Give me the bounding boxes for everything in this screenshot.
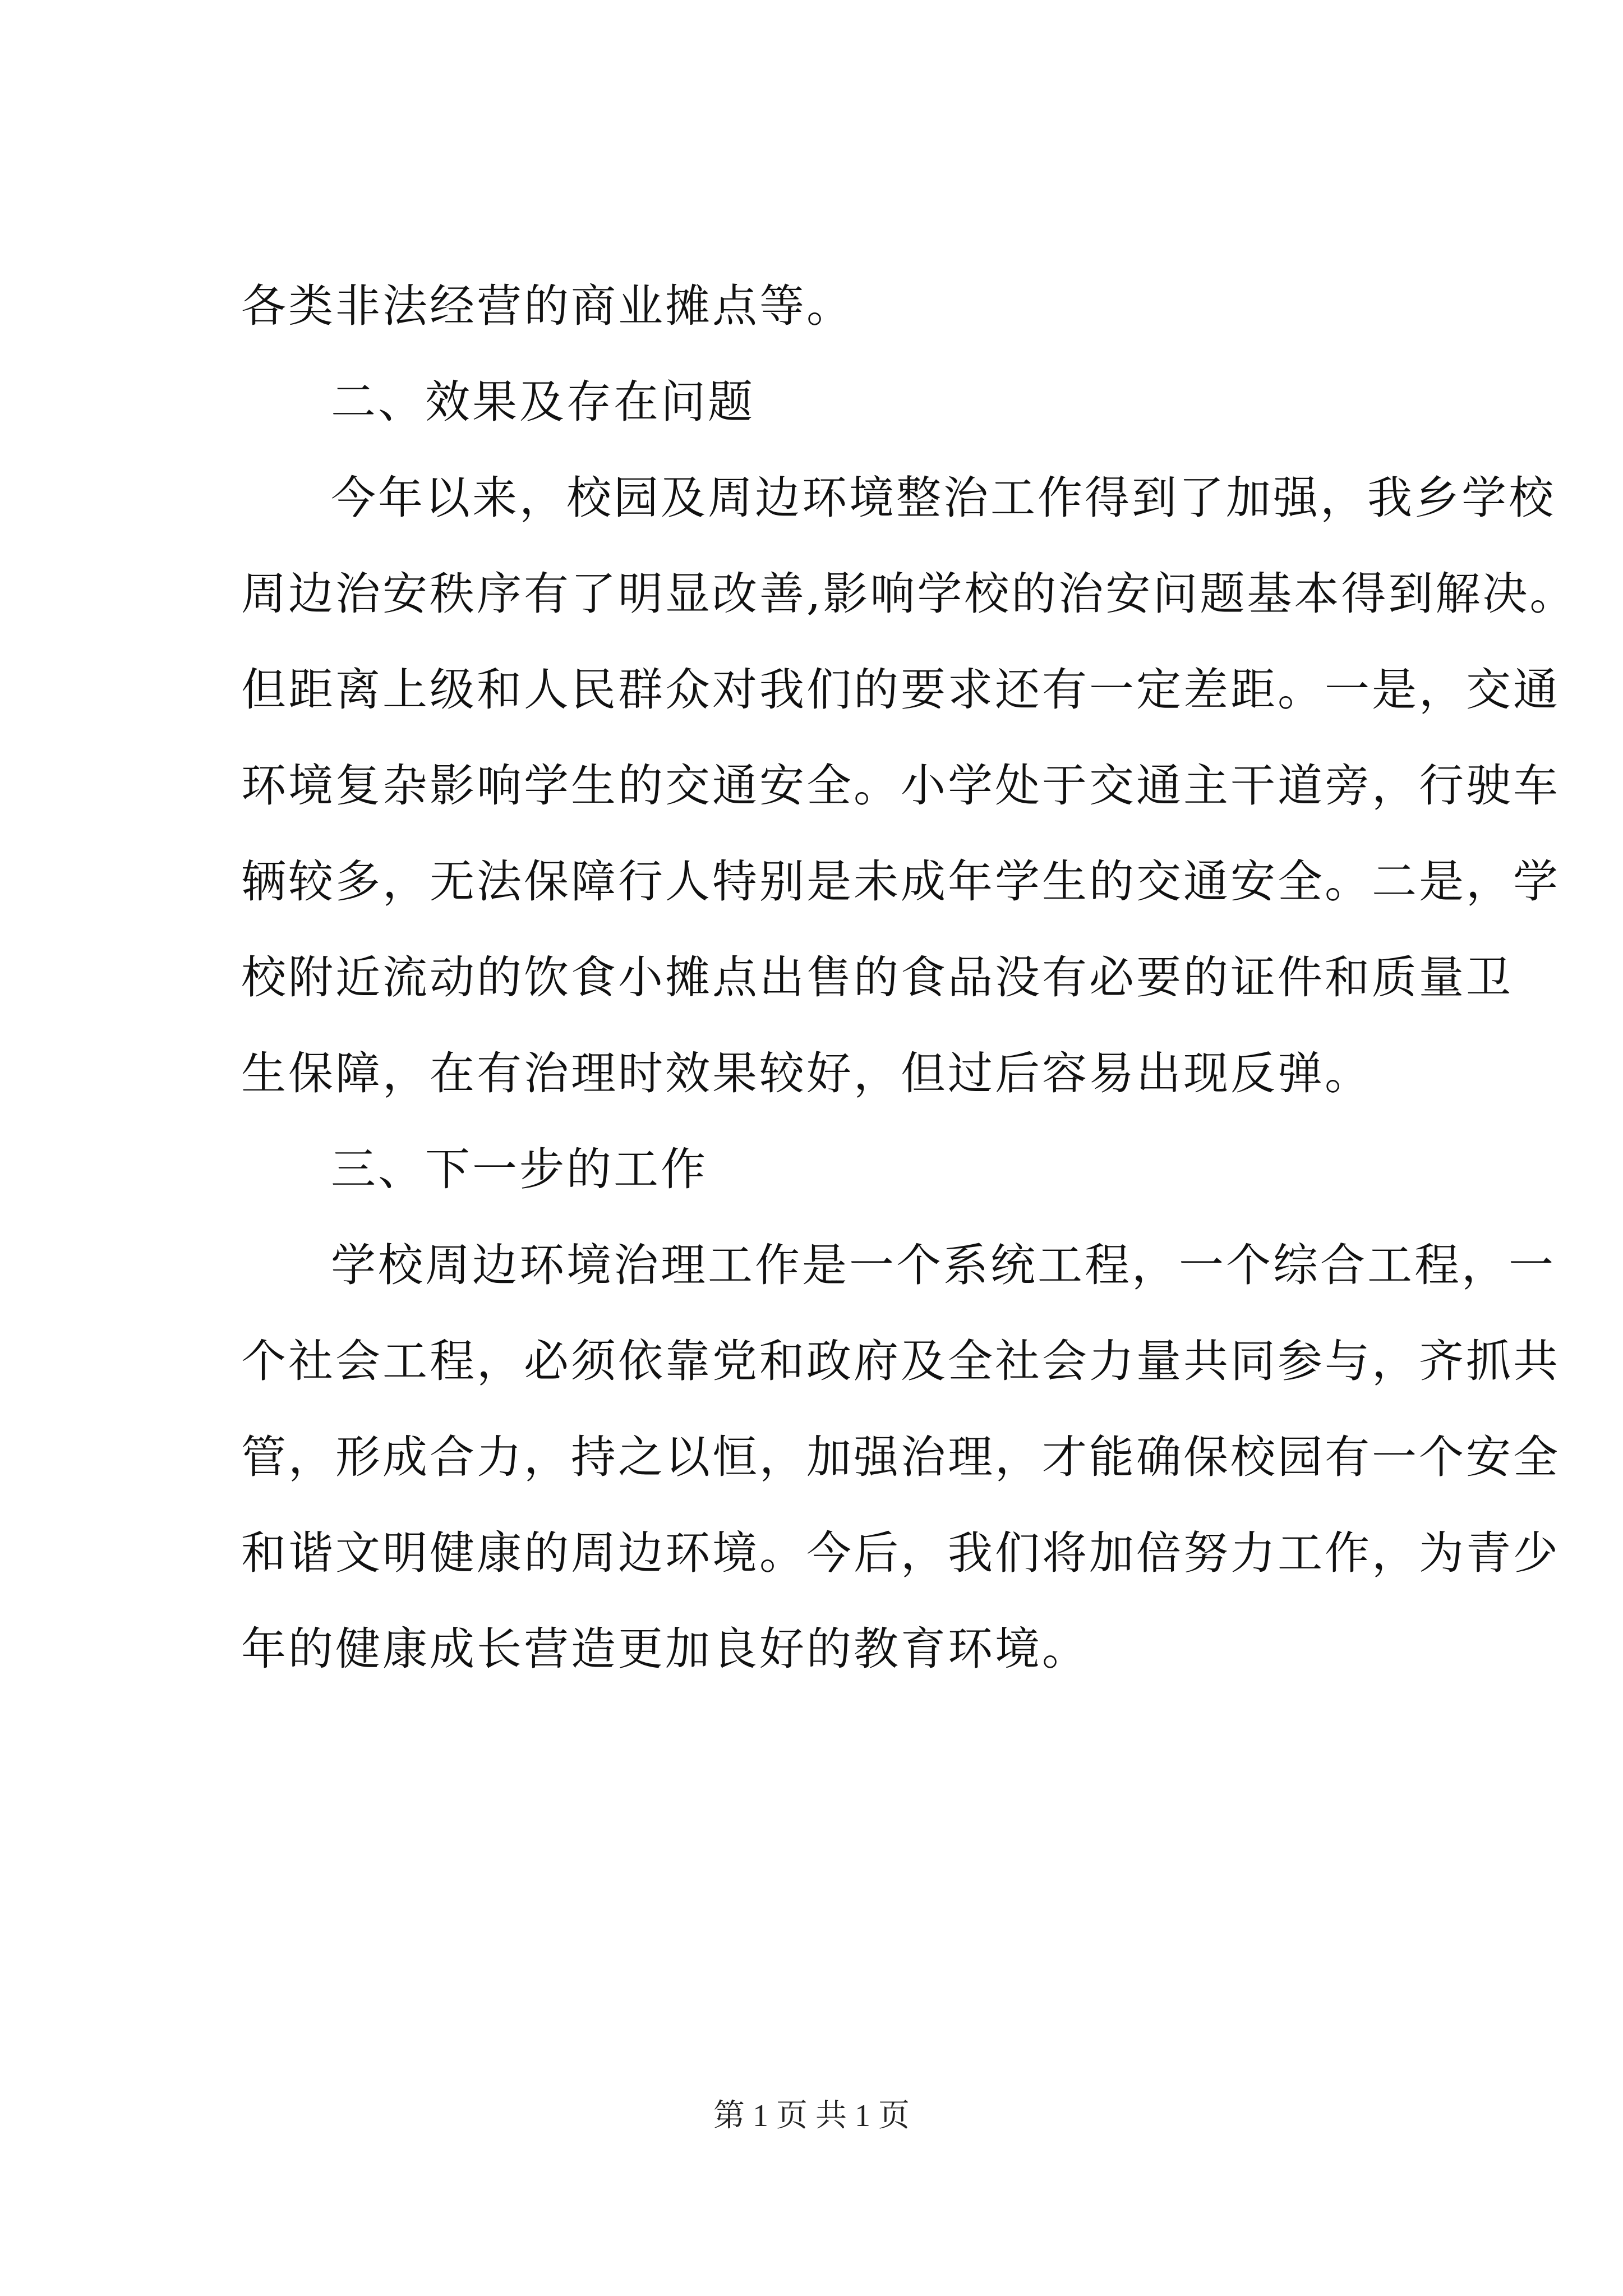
text-line: 周边治安秩序有了明显改善,影响学校的治安问题基本得到解决。 [241,568,1577,620]
text-line: 个社会工程，必须依靠党和政府及全社会力量共同参与，齐抓共 [241,1335,1560,1387]
section-heading: 二、效果及存在问题 [331,376,755,428]
text-line: 年的健康成长营造更加良好的教育环境。 [241,1623,1089,1675]
text-line: 辆较多，无法保障行人特别是未成年学生的交通安全。二是，学 [241,855,1560,908]
text-line: 各类非法经营的商业摊点等。 [241,280,854,332]
text-line: 和谐文明健康的周边环境。今后，我们将加倍努力工作，为青少 [241,1527,1560,1579]
text-line: 但距离上级和人民群众对我们的要求还有一定差距。一是，交通 [241,664,1560,716]
text-line: 管，形成合力，持之以恒，加强治理，才能确保校园有一个安全 [241,1431,1560,1483]
page-footer: 第 1 页 共 1 页 [713,2099,910,2133]
text-line: 学校周边环境治理工作是一个系统工程，一个综合工程，一 [331,1239,1556,1291]
text-line: 校附近流动的饮食小摊点出售的食品没有必要的证件和质量卫 [241,951,1513,1004]
text-line: 生保障，在有治理时效果较好，但过后容易出现反弹。 [241,1047,1372,1099]
section-heading: 三、下一步的工作 [331,1143,708,1195]
text-line: 环境复杂影响学生的交通安全。小学处于交通主干道旁，行驶车 [241,760,1560,812]
document-body [241,258,1577,1697]
text-line: 今年以来，校园及周边环境整治工作得到了加强，我乡学校 [331,472,1556,524]
